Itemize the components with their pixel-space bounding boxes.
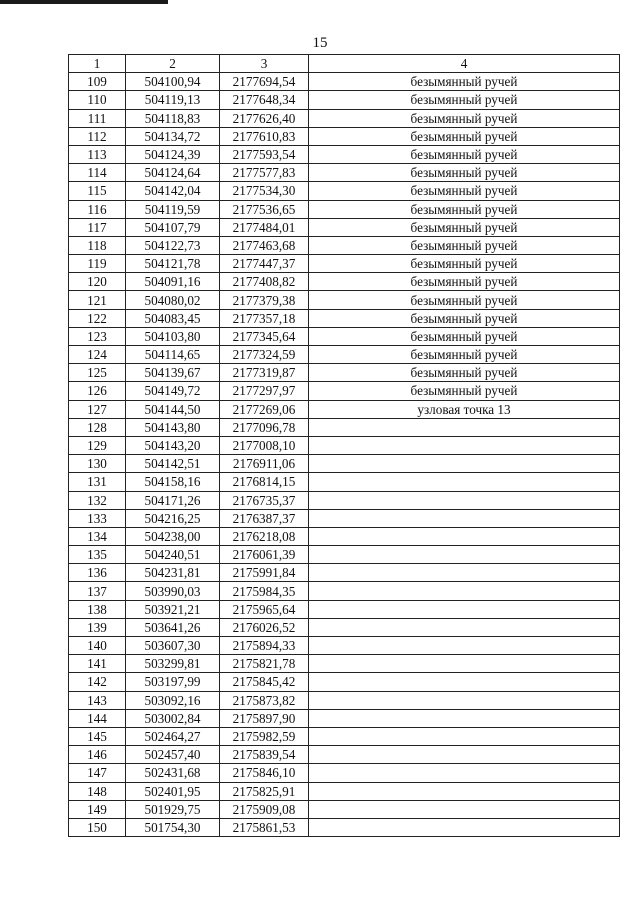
x-coordinate-cell: 504171,26 (126, 491, 220, 509)
y-coordinate-cell: 2175897,90 (220, 709, 309, 727)
x-coordinate-cell: 504158,16 (126, 473, 220, 491)
table-row (69, 436, 620, 454)
y-coordinate-cell: 2177484,01 (220, 218, 309, 236)
point-number-cell: 139 (69, 618, 126, 636)
description-cell: безымянный ручей (309, 255, 620, 273)
table-row (69, 746, 620, 764)
y-coordinate-cell: 2175894,33 (220, 637, 309, 655)
description-cell (309, 746, 620, 764)
point-number-cell: 144 (69, 709, 126, 727)
table-header-row (69, 55, 620, 73)
y-coordinate-cell: 2177345,64 (220, 327, 309, 345)
description-cell (309, 782, 620, 800)
point-number-cell: 145 (69, 727, 126, 745)
y-coordinate-cell: 2177269,06 (220, 400, 309, 418)
point-number-cell: 150 (69, 818, 126, 836)
y-coordinate-cell: 2176387,37 (220, 509, 309, 527)
description-cell (309, 582, 620, 600)
y-coordinate-cell: 2177593,54 (220, 145, 309, 163)
description-cell: безымянный ручей (309, 91, 620, 109)
description-cell: безымянный ручей (309, 346, 620, 364)
x-coordinate-cell: 504083,45 (126, 309, 220, 327)
y-coordinate-cell: 2177408,82 (220, 273, 309, 291)
y-coordinate-cell: 2175984,35 (220, 582, 309, 600)
point-number-cell: 121 (69, 291, 126, 309)
x-coordinate-cell: 504139,67 (126, 364, 220, 382)
description-cell (309, 455, 620, 473)
x-coordinate-cell: 503607,30 (126, 637, 220, 655)
point-number-cell: 119 (69, 255, 126, 273)
point-number-cell: 111 (69, 109, 126, 127)
point-number-cell: 136 (69, 564, 126, 582)
table-body (69, 73, 620, 837)
y-coordinate-cell: 2175991,84 (220, 564, 309, 582)
x-coordinate-cell: 502457,40 (126, 746, 220, 764)
x-coordinate-cell: 501929,75 (126, 800, 220, 818)
point-number-cell: 114 (69, 164, 126, 182)
page-number: 15 (312, 35, 328, 51)
description-cell: безымянный ручей (309, 200, 620, 218)
coordinates-table (68, 54, 620, 837)
point-number-cell: 109 (69, 73, 126, 91)
x-coordinate-cell: 503990,03 (126, 582, 220, 600)
x-coordinate-cell: 504091,16 (126, 273, 220, 291)
x-coordinate-cell: 504119,13 (126, 91, 220, 109)
y-coordinate-cell: 2176026,52 (220, 618, 309, 636)
x-coordinate-cell: 504124,39 (126, 145, 220, 163)
table-row (69, 164, 620, 182)
table-row (69, 673, 620, 691)
table-row (69, 546, 620, 564)
description-cell (309, 564, 620, 582)
table-row (69, 582, 620, 600)
table-row (69, 109, 620, 127)
x-coordinate-cell: 503197,99 (126, 673, 220, 691)
y-coordinate-cell: 2176814,15 (220, 473, 309, 491)
x-coordinate-cell: 504100,94 (126, 73, 220, 91)
y-coordinate-cell: 2177324,59 (220, 346, 309, 364)
table-row (69, 309, 620, 327)
x-coordinate-cell: 504240,51 (126, 546, 220, 564)
table-row (69, 455, 620, 473)
point-number-cell: 137 (69, 582, 126, 600)
table-row (69, 509, 620, 527)
table-row (69, 364, 620, 382)
description-cell: безымянный ручей (309, 364, 620, 382)
point-number-cell: 149 (69, 800, 126, 818)
table-row (69, 727, 620, 745)
description-cell: безымянный ручей (309, 182, 620, 200)
y-coordinate-cell: 2177379,38 (220, 291, 309, 309)
x-coordinate-cell: 504080,02 (126, 291, 220, 309)
point-number-cell: 135 (69, 546, 126, 564)
description-cell: безымянный ручей (309, 291, 620, 309)
y-coordinate-cell: 2175821,78 (220, 655, 309, 673)
x-coordinate-cell: 504216,25 (126, 509, 220, 527)
table-row (69, 709, 620, 727)
point-number-cell: 126 (69, 382, 126, 400)
x-coordinate-cell: 504119,59 (126, 200, 220, 218)
point-number-cell: 131 (69, 473, 126, 491)
table-row (69, 291, 620, 309)
table-row (69, 618, 620, 636)
description-cell: безымянный ручей (309, 109, 620, 127)
point-number-cell: 124 (69, 346, 126, 364)
y-coordinate-cell: 2175846,10 (220, 764, 309, 782)
description-cell (309, 436, 620, 454)
y-coordinate-cell: 2175825,91 (220, 782, 309, 800)
description-cell (309, 618, 620, 636)
x-coordinate-cell: 504121,78 (126, 255, 220, 273)
table-row (69, 273, 620, 291)
x-coordinate-cell: 503921,21 (126, 600, 220, 618)
description-cell: безымянный ручей (309, 127, 620, 145)
table-row (69, 491, 620, 509)
description-cell (309, 709, 620, 727)
x-coordinate-cell: 504142,51 (126, 455, 220, 473)
description-cell (309, 673, 620, 691)
description-cell: безымянный ручей (309, 236, 620, 254)
table-row (69, 145, 620, 163)
table-row (69, 600, 620, 618)
x-coordinate-cell: 504143,20 (126, 436, 220, 454)
column-header-2: 2 (126, 55, 220, 73)
point-number-cell: 130 (69, 455, 126, 473)
table-row (69, 782, 620, 800)
description-cell (309, 527, 620, 545)
table-row (69, 127, 620, 145)
description-cell (309, 818, 620, 836)
point-number-cell: 138 (69, 600, 126, 618)
description-cell (309, 509, 620, 527)
table-row (69, 218, 620, 236)
table-row (69, 73, 620, 91)
point-number-cell: 140 (69, 637, 126, 655)
description-cell: безымянный ручей (309, 273, 620, 291)
point-number-cell: 147 (69, 764, 126, 782)
point-number-cell: 122 (69, 309, 126, 327)
description-cell: безымянный ручей (309, 218, 620, 236)
table-row (69, 655, 620, 673)
x-coordinate-cell: 502431,68 (126, 764, 220, 782)
point-number-cell: 116 (69, 200, 126, 218)
point-number-cell: 123 (69, 327, 126, 345)
table-row (69, 236, 620, 254)
y-coordinate-cell: 2175982,59 (220, 727, 309, 745)
y-coordinate-cell: 2177694,54 (220, 73, 309, 91)
y-coordinate-cell: 2175965,64 (220, 600, 309, 618)
description-cell: узловая точка 13 (309, 400, 620, 418)
table-row (69, 473, 620, 491)
table-row (69, 255, 620, 273)
table-row (69, 800, 620, 818)
y-coordinate-cell: 2176061,39 (220, 546, 309, 564)
x-coordinate-cell: 504122,73 (126, 236, 220, 254)
x-coordinate-cell: 504142,04 (126, 182, 220, 200)
description-cell (309, 600, 620, 618)
table-row (69, 564, 620, 582)
y-coordinate-cell: 2177463,68 (220, 236, 309, 254)
description-cell (309, 800, 620, 818)
point-number-cell: 134 (69, 527, 126, 545)
x-coordinate-cell: 504143,80 (126, 418, 220, 436)
table-row (69, 327, 620, 345)
y-coordinate-cell: 2175845,42 (220, 673, 309, 691)
table-row (69, 400, 620, 418)
y-coordinate-cell: 2177648,34 (220, 91, 309, 109)
table-row (69, 764, 620, 782)
point-number-cell: 117 (69, 218, 126, 236)
y-coordinate-cell: 2176911,06 (220, 455, 309, 473)
x-coordinate-cell: 504118,83 (126, 109, 220, 127)
x-coordinate-cell: 504114,65 (126, 346, 220, 364)
x-coordinate-cell: 503002,84 (126, 709, 220, 727)
x-coordinate-cell: 504238,00 (126, 527, 220, 545)
point-number-cell: 115 (69, 182, 126, 200)
x-coordinate-cell: 504149,72 (126, 382, 220, 400)
point-number-cell: 141 (69, 655, 126, 673)
x-coordinate-cell: 504144,50 (126, 400, 220, 418)
y-coordinate-cell: 2177626,40 (220, 109, 309, 127)
description-cell: безымянный ручей (309, 164, 620, 182)
description-cell (309, 637, 620, 655)
point-number-cell: 128 (69, 418, 126, 436)
y-coordinate-cell: 2175909,08 (220, 800, 309, 818)
y-coordinate-cell: 2177577,83 (220, 164, 309, 182)
description-cell: безымянный ручей (309, 327, 620, 345)
x-coordinate-cell: 504231,81 (126, 564, 220, 582)
x-coordinate-cell: 501754,30 (126, 818, 220, 836)
x-coordinate-cell: 503641,26 (126, 618, 220, 636)
point-number-cell: 120 (69, 273, 126, 291)
point-number-cell: 142 (69, 673, 126, 691)
y-coordinate-cell: 2177319,87 (220, 364, 309, 382)
x-coordinate-cell: 504134,72 (126, 127, 220, 145)
y-coordinate-cell: 2175839,54 (220, 746, 309, 764)
y-coordinate-cell: 2176218,08 (220, 527, 309, 545)
x-coordinate-cell: 504107,79 (126, 218, 220, 236)
y-coordinate-cell: 2175873,82 (220, 691, 309, 709)
point-number-cell: 129 (69, 436, 126, 454)
point-number-cell: 127 (69, 400, 126, 418)
point-number-cell: 125 (69, 364, 126, 382)
description-cell (309, 655, 620, 673)
point-number-cell: 132 (69, 491, 126, 509)
point-number-cell: 146 (69, 746, 126, 764)
table-row (69, 382, 620, 400)
table-row (69, 182, 620, 200)
y-coordinate-cell: 2177096,78 (220, 418, 309, 436)
table-row (69, 418, 620, 436)
point-number-cell: 113 (69, 145, 126, 163)
y-coordinate-cell: 2177008,10 (220, 436, 309, 454)
point-number-cell: 112 (69, 127, 126, 145)
x-coordinate-cell: 504124,64 (126, 164, 220, 182)
y-coordinate-cell: 2177536,65 (220, 200, 309, 218)
column-header-4: 4 (309, 55, 620, 73)
table-row (69, 200, 620, 218)
description-cell: безымянный ручей (309, 145, 620, 163)
point-number-cell: 110 (69, 91, 126, 109)
point-number-cell: 118 (69, 236, 126, 254)
point-number-cell: 143 (69, 691, 126, 709)
y-coordinate-cell: 2177447,37 (220, 255, 309, 273)
table-row (69, 637, 620, 655)
description-cell: безымянный ручей (309, 309, 620, 327)
x-coordinate-cell: 504103,80 (126, 327, 220, 345)
table-row (69, 527, 620, 545)
table-row (69, 91, 620, 109)
y-coordinate-cell: 2175861,53 (220, 818, 309, 836)
y-coordinate-cell: 2176735,37 (220, 491, 309, 509)
description-cell: безымянный ручей (309, 73, 620, 91)
y-coordinate-cell: 2177534,30 (220, 182, 309, 200)
x-coordinate-cell: 502464,27 (126, 727, 220, 745)
description-cell (309, 727, 620, 745)
table-row (69, 346, 620, 364)
x-coordinate-cell: 503299,81 (126, 655, 220, 673)
description-cell (309, 473, 620, 491)
scan-corner-mark (0, 0, 168, 4)
x-coordinate-cell: 502401,95 (126, 782, 220, 800)
table-row (69, 691, 620, 709)
description-cell (309, 546, 620, 564)
description-cell (309, 691, 620, 709)
x-coordinate-cell: 503092,16 (126, 691, 220, 709)
y-coordinate-cell: 2177610,83 (220, 127, 309, 145)
table-row (69, 818, 620, 836)
point-number-cell: 148 (69, 782, 126, 800)
column-header-1: 1 (69, 55, 126, 73)
point-number-cell: 133 (69, 509, 126, 527)
column-header-3: 3 (220, 55, 309, 73)
y-coordinate-cell: 2177357,18 (220, 309, 309, 327)
description-cell: безымянный ручей (309, 382, 620, 400)
description-cell (309, 764, 620, 782)
y-coordinate-cell: 2177297,97 (220, 382, 309, 400)
description-cell (309, 491, 620, 509)
description-cell (309, 418, 620, 436)
